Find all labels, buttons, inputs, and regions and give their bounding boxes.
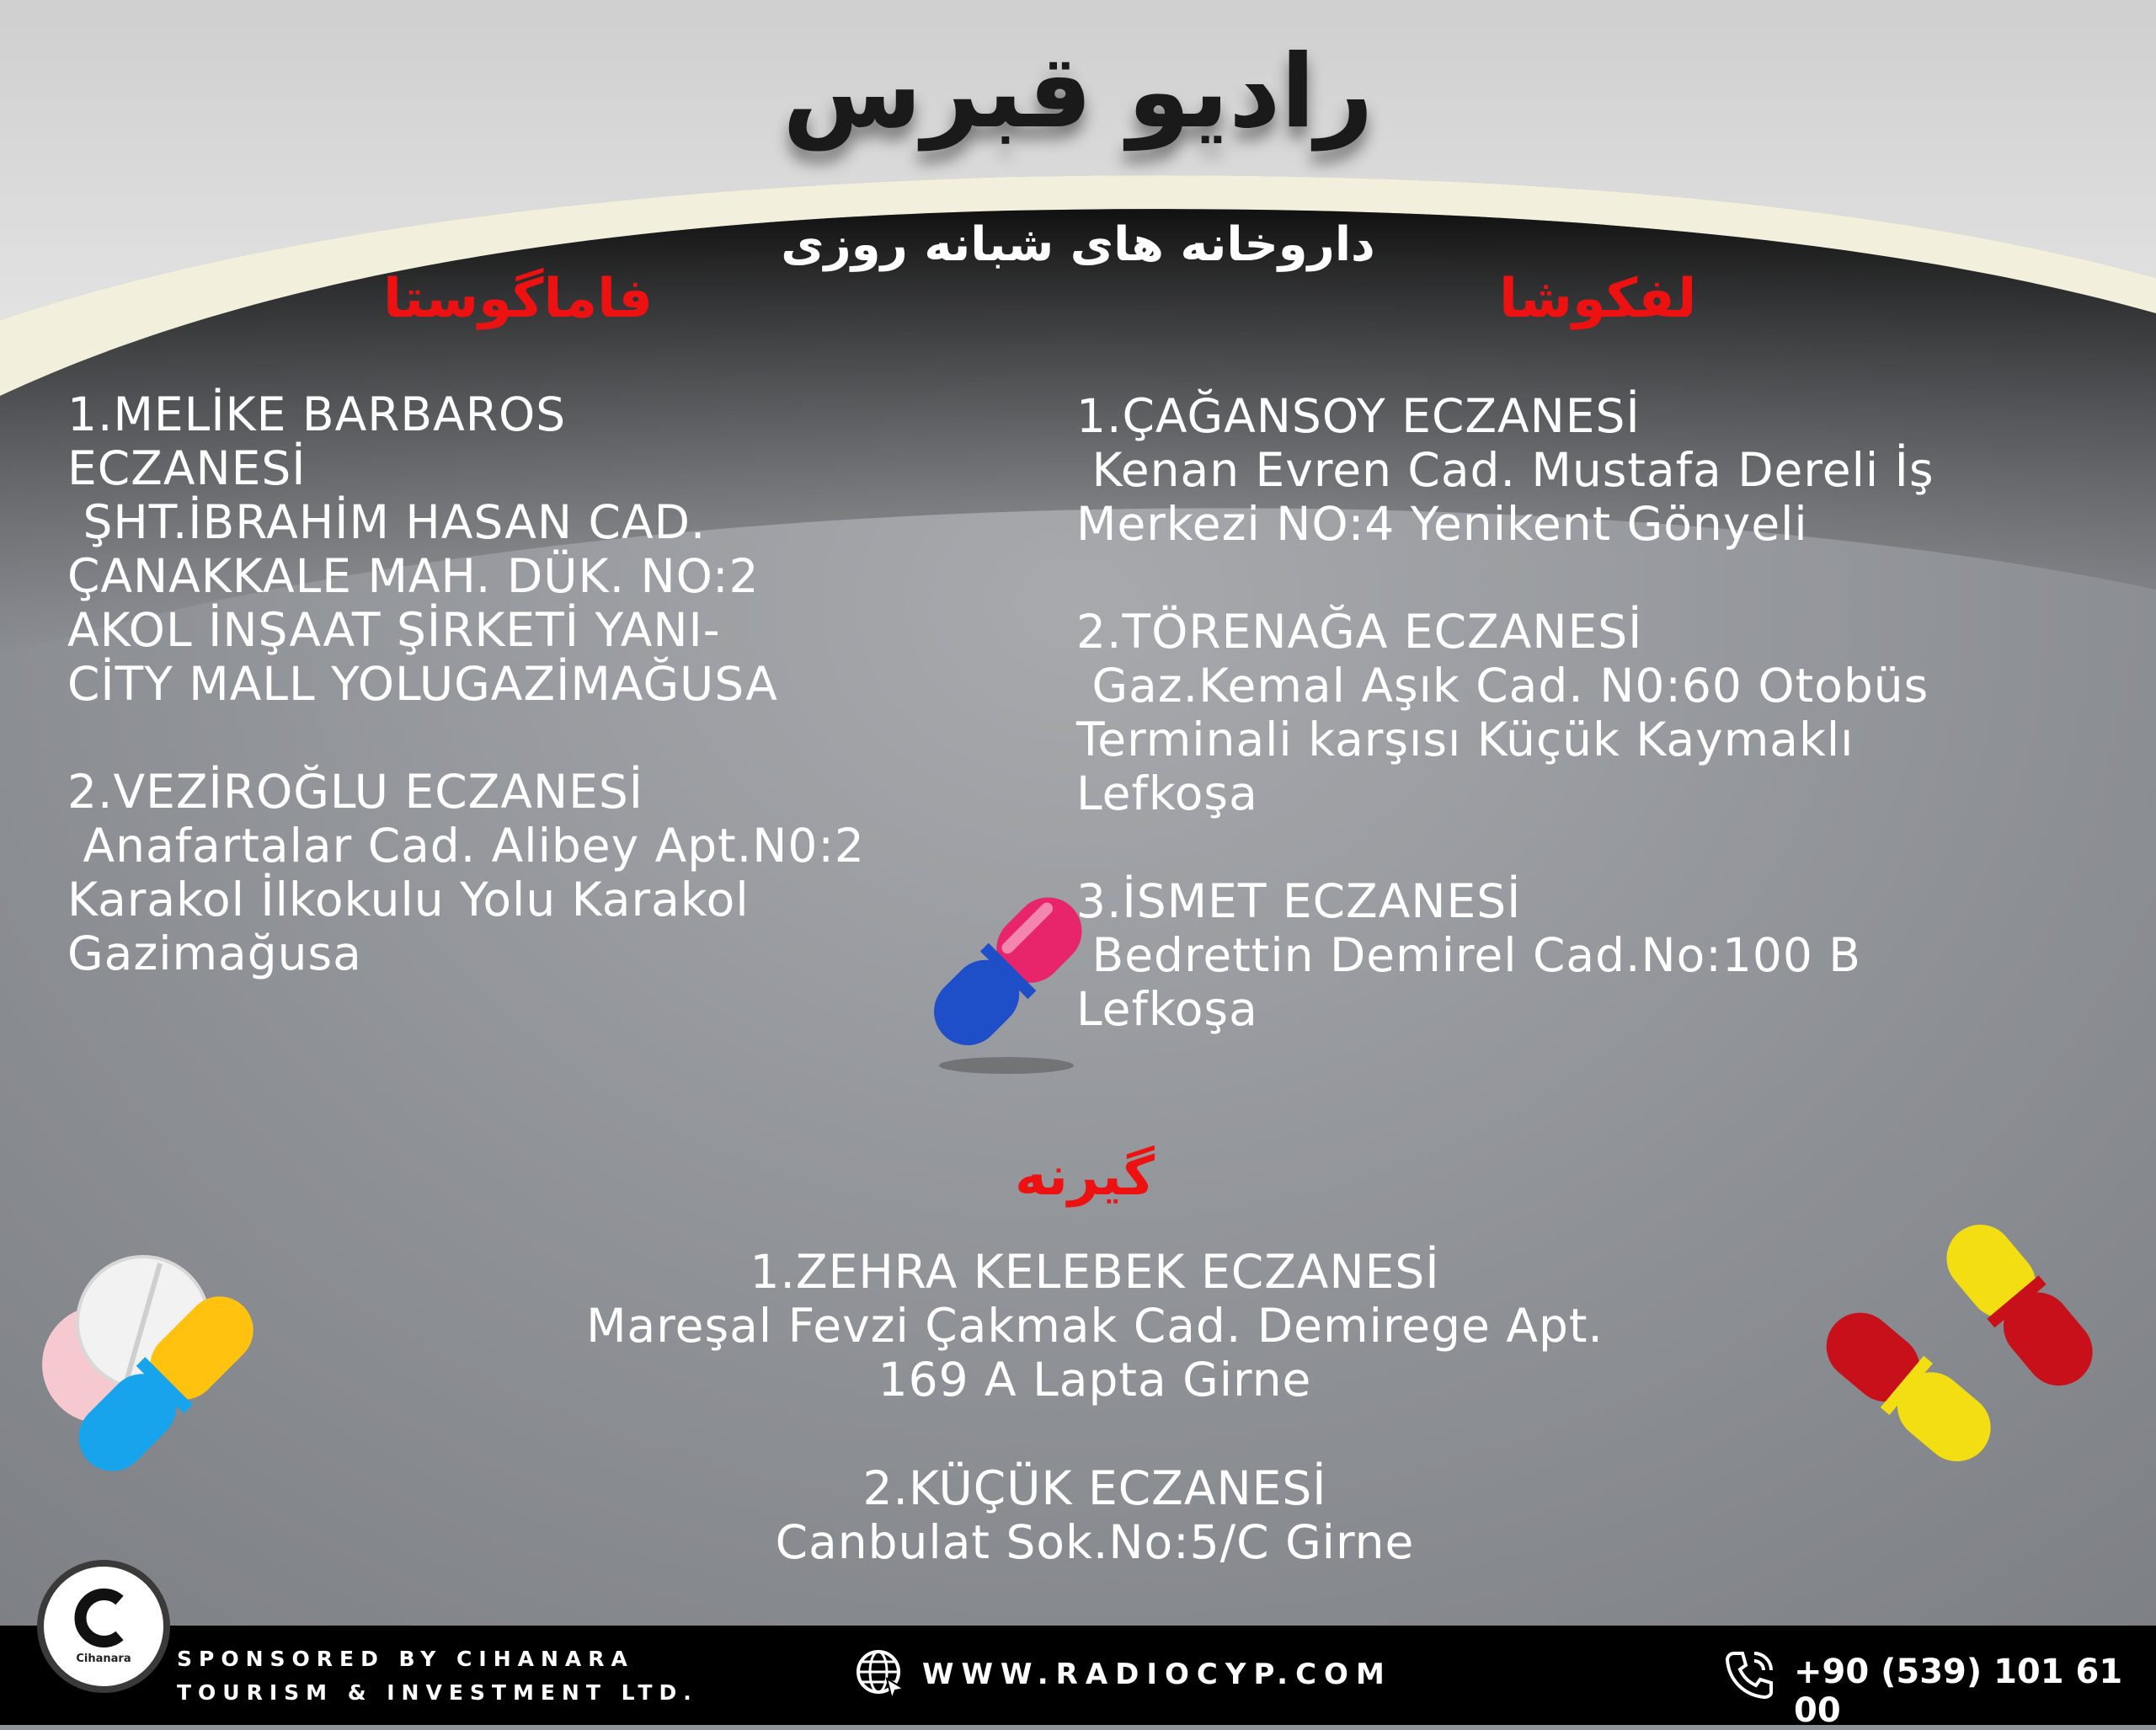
pills-icon	[34, 1247, 286, 1499]
capsule-icon	[918, 884, 1095, 1078]
pharmacy-address: ŞHT.İBRAHİM HASAN CAD. ÇANAKKALE MAH. DÜK. NO:2 AKOL İNŞAAT ŞİRKETİ YANI- CİTY MALL YOLUGAZİMAĞUSA	[67, 495, 778, 711]
sponsor-line: TOURISM & INVESTMENT LTD.	[177, 1680, 698, 1705]
pharmacy-name: 2.VEZİROĞLU ECZANESİ	[67, 765, 644, 819]
phone-icon	[1722, 1647, 1778, 1702]
pharmacy-entry	[67, 765, 865, 980]
website-link[interactable]: WWW.RADIOCYP.COM	[922, 1658, 1392, 1691]
cihanara-logo	[37, 1560, 170, 1693]
pills-icon	[1811, 1196, 2122, 1499]
pharmacy-name: 1.MELİKE BARBAROS ECZANESİ	[67, 387, 567, 495]
logo-text: Cihanara	[76, 1653, 131, 1665]
pharmacy-name: 1.ZEHRA KELEBEK ECZANESİ	[750, 1245, 1440, 1299]
sponsor-text	[177, 1642, 698, 1710]
page-title: رادیو قبرس	[782, 34, 1374, 151]
pharmacy-entry	[67, 387, 778, 711]
phone-number[interactable]: +90 (539) 101 61 00	[1794, 1653, 2123, 1730]
pharmacy-entry	[1076, 605, 1929, 820]
pharmacy-entry	[472, 1461, 1718, 1569]
pharmacy-entry	[1076, 874, 1861, 1036]
pharmacy-address: Bedrettin Demirel Cad.No:100 B Lefkoşa	[1076, 928, 1862, 1036]
pharmacy-name: 2.KÜÇÜK ECZANESİ	[862, 1461, 1327, 1515]
pharmacy-address: Canbulat Sok.No:5/C Girne	[775, 1515, 1415, 1569]
pharmacy-entry	[1076, 389, 1935, 551]
sponsor-line: SPONSORED BY CIHANARA	[177, 1647, 634, 1671]
city-famagusta: فاماگوستا	[383, 268, 654, 330]
pharmacy-address: Mareşal Fevzi Çakmak Cad. Demirege Apt. 169 A Lapta Girne	[586, 1299, 1604, 1407]
pharmacy-name: 3.İSMET ECZANESİ	[1076, 874, 1522, 928]
pharmacy-name: 1.ÇAĞANSOY ECZANESİ	[1076, 389, 1641, 443]
pharmacy-address: Kenan Evren Cad. Mustafa Dereli İş Merkezi NO:4 Yenikent Gönyeli	[1076, 443, 1935, 551]
page-subtitle: داروخانه های شبانه روزی	[781, 217, 1375, 272]
globe-icon	[855, 1648, 907, 1701]
pharmacy-address: Anafartalar Cad. Alibey Apt.N0:2 Karakol İlkokulu Yolu Karakol Gazimağusa	[67, 819, 865, 980]
pharmacy-name: 2.TÖRENAĞA ECZANESİ	[1076, 605, 1643, 659]
pharmacy-address: Gaz.Kemal Aşık Cad. N0:60 Otobüs Terminali karşısı Küçük Kaymaklı Lefkoşa	[1076, 659, 1929, 820]
city-nicosia: لفکوشا	[1499, 268, 1697, 330]
pharmacy-entry	[472, 1245, 1718, 1407]
city-kyrenia: گیرنه	[1015, 1145, 1155, 1208]
